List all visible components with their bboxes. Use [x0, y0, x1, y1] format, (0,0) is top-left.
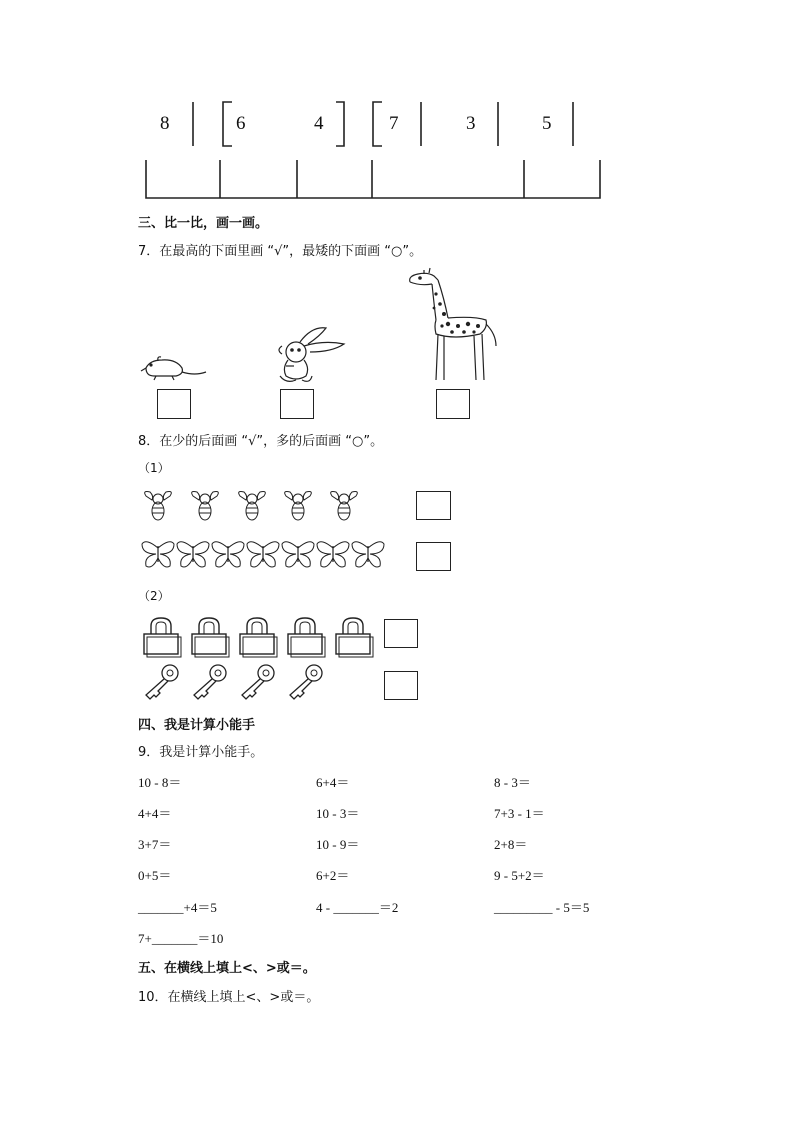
answer-box-rabbit[interactable]	[280, 389, 314, 419]
butterfly-icon	[177, 542, 209, 567]
answer-box-butterflies[interactable]	[416, 542, 451, 571]
equation[interactable]: 10 - 3＝	[316, 806, 360, 821]
section-title-3: 三、比一比，画一画。	[138, 216, 269, 231]
equation[interactable]: 0+5＝	[138, 868, 172, 883]
equation[interactable]: 9 - 5+2＝	[494, 868, 545, 883]
equation-blank[interactable]: _______+4＝5	[138, 900, 217, 915]
lock-row	[142, 616, 382, 658]
bee-icon	[145, 492, 172, 521]
number-cell: 3	[466, 113, 476, 134]
equation-blank[interactable]: _________ - 5＝5	[494, 900, 590, 915]
giraffe-icon	[404, 264, 504, 386]
lock-icon	[192, 618, 229, 657]
equation[interactable]: 3+7＝	[138, 837, 172, 852]
bee-row	[140, 488, 380, 524]
section-title-4: 四、我是计算小能手	[138, 718, 256, 733]
equation[interactable]: 2+8＝	[494, 837, 528, 852]
key-icon	[146, 665, 178, 699]
butterfly-row	[140, 538, 400, 572]
bee-icon	[239, 492, 266, 521]
number-cell: 4	[314, 113, 324, 134]
part-2-label: （2）	[138, 589, 170, 603]
split-diagram	[0, 0, 794, 210]
answer-box-giraffe[interactable]	[436, 389, 470, 419]
lock-icon	[288, 618, 325, 657]
number-cell: 8	[160, 113, 170, 134]
answer-box-locks[interactable]	[384, 619, 418, 648]
question-10-text: 10．在横线上填上<、>或＝。	[138, 990, 320, 1005]
butterfly-icon	[247, 542, 279, 567]
part-1-label: （1）	[138, 461, 170, 475]
bee-icon	[331, 492, 358, 521]
key-icon	[242, 665, 274, 699]
equation[interactable]: 10 - 9＝	[316, 837, 360, 852]
question-8-text: 8．在少的后面画 “√”，多的后面画 “○”。	[138, 434, 384, 449]
bee-icon	[192, 492, 219, 521]
answer-box-mouse[interactable]	[157, 389, 191, 419]
equation[interactable]: 8 - 3＝	[494, 775, 531, 790]
question-7-text: 7．在最高的下面里画 “√”，最矮的下面画 “○”。	[138, 244, 423, 259]
question-9-text: 9．我是计算小能手。	[138, 745, 264, 760]
section-title-5: 五、在横线上填上<、>或＝。	[138, 961, 316, 976]
butterfly-icon	[352, 542, 384, 567]
butterfly-icon	[317, 542, 349, 567]
lock-icon	[240, 618, 277, 657]
bee-icon	[285, 492, 312, 521]
lock-icon	[336, 618, 373, 657]
butterfly-icon	[212, 542, 244, 567]
number-cell: 5	[542, 113, 552, 134]
butterfly-icon	[142, 542, 174, 567]
answer-box-keys[interactable]	[384, 671, 418, 700]
number-cell: 7	[389, 113, 399, 134]
key-icon	[194, 665, 226, 699]
equation[interactable]: 10 - 8＝	[138, 775, 182, 790]
lock-icon	[144, 618, 181, 657]
answer-box-bees[interactable]	[416, 491, 451, 520]
number-cell: 6	[236, 113, 246, 134]
rabbit-icon	[272, 322, 348, 384]
mouse-icon	[140, 350, 210, 384]
equation[interactable]: 6+2＝	[316, 868, 350, 883]
key-row	[142, 663, 342, 703]
equation[interactable]: 6+4＝	[316, 775, 350, 790]
equation[interactable]: 4+4＝	[138, 806, 172, 821]
butterfly-icon	[282, 542, 314, 567]
equation[interactable]: 7+3 - 1＝	[494, 806, 545, 821]
equation-blank[interactable]: 7+_______＝10	[138, 931, 224, 946]
key-icon	[290, 665, 322, 699]
equation-blank[interactable]: 4 - _______＝2	[316, 900, 399, 915]
